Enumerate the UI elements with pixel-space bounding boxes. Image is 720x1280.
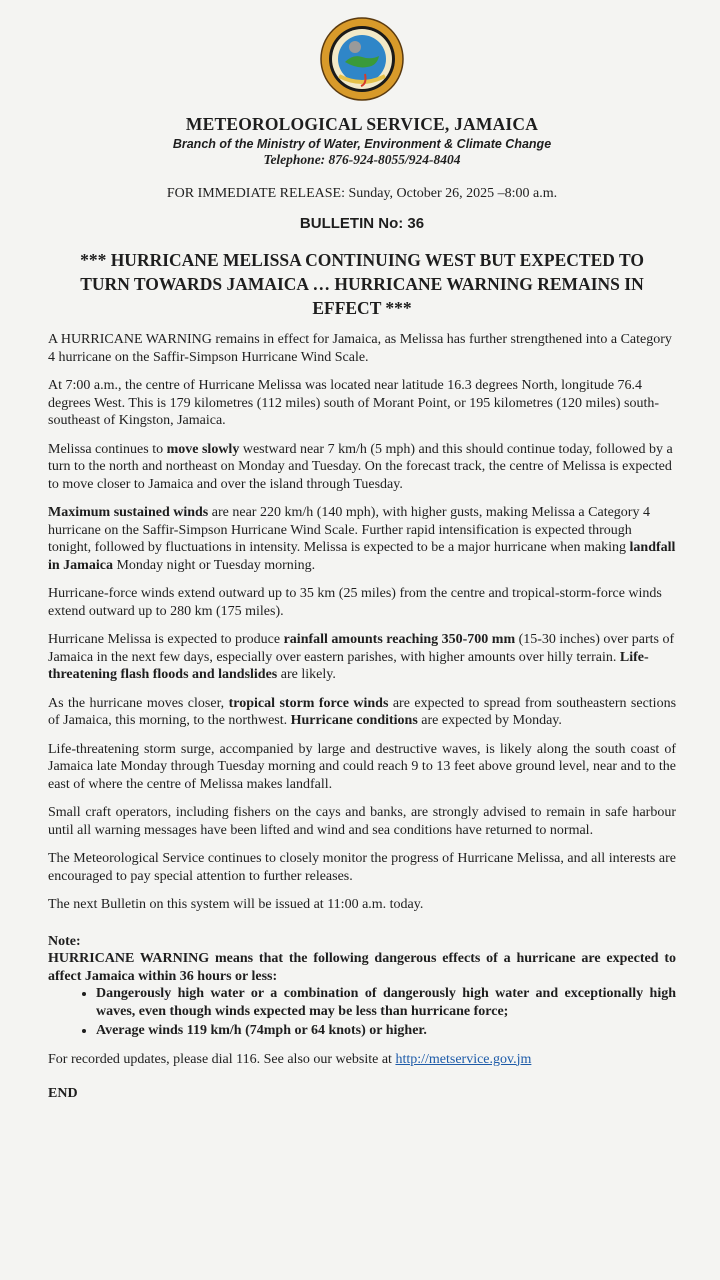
text: As the hurricane moves closer, [48, 695, 229, 711]
bold-text: landfall in Jamaica [48, 540, 676, 573]
headline: *** HURRICANE MELISSA CONTINUING WEST BUT EXPECTED TO TURN TOWARDS JAMAICA … HURRICANE WARNING REMAINS IN EFFECT *** [80, 250, 644, 318]
bold-text: move slowly [166, 441, 240, 457]
website-link[interactable]: http://metservice.gov.jm [395, 1051, 532, 1067]
meteorological-service-seal-icon [319, 16, 405, 102]
branch-line: Branch of the Ministry of Water, Environment & Climate Change [172, 137, 552, 151]
paragraph-location: At 7:00 a.m., the centre of Hurricane Melissa was located near latitude 16.3 degrees North, longitude 76.4 degrees West. This is 179 kilometres (112 miles) south of Morant Point, or 195 kilometres (120 miles) south-southeast of Kingston, Jamaica. [48, 378, 660, 428]
paragraph-warning: A HURRICANE WARNING remains in effect for Jamaica, as Melissa has further strengthened into a Category 4 hurricane on the Saffir-Simpson Hurricane Wind Scale. [48, 332, 672, 365]
text: Hurricane Melissa is expected to produce [48, 632, 284, 647]
paragraph-monitoring: The Meteorological Service continues to closely monitor the progress of Hurricane Melissa, and all interests are encouraged to pay special attention to further releases. [48, 851, 676, 884]
bold-text: Hurricane conditions [290, 713, 418, 728]
end-marker: END [48, 1086, 78, 1101]
text: (15-30 inches) over parts of Jamaica in the next few days, especially over eastern parishes, with higher amounts over hilly terrain. [48, 632, 675, 665]
note-list [48, 985, 676, 1040]
text: Monday night or Tuesday morning. [112, 557, 316, 573]
paragraph-next-bulletin: The next Bulletin on this system will be issued at 11:00 a.m. today. [48, 897, 424, 912]
text: Melissa continues to [48, 441, 167, 457]
paragraph-wind-extent: Hurricane-force winds extend outward up to 35 km (25 miles) from the centre and tropical-storm-force winds extend outward up to 280 km (175 miles). [48, 586, 662, 619]
bold-text: Maximum sustained winds [48, 505, 209, 520]
note-intro: HURRICANE WARNING means that the following dangerous effects of a hurricane are expected to affect Jamaica within 36 hours or less: [48, 951, 676, 984]
paragraph-conditions [48, 695, 676, 730]
paragraph-winds [48, 504, 676, 574]
text: are near 220 km/h (140 mph), with higher gusts, making Melissa a Category 4 hurricane on the Saffir-Simpson Hurricane Wind Scale. Further rapid intensification is expected through tonight, followed by fluctuations in intensity. Melissa is expected to be a major hurricane when making [48, 505, 650, 555]
note-title: Note: [48, 933, 81, 949]
telephone-line: Telephone: 876-924-8055/924-8404 [263, 152, 461, 167]
bold-text: tropical storm force winds [228, 695, 389, 711]
text: are expected to spread from southeastern sections of Jamaica, this morning, to the northwest. [48, 695, 677, 728]
logo [48, 0, 676, 110]
bold-text: rainfall amounts reaching 350-700 mm [283, 632, 516, 647]
header [48, 114, 676, 168]
bold-text: Life-threatening flash floods and landslides [48, 649, 649, 682]
text: are expected by Monday. [417, 713, 562, 728]
footer-text: For recorded updates, please dial 116. See also our website at [48, 1051, 396, 1067]
paragraph-storm-surge: Life-threatening storm surge, accompanied by large and destructive waves, is likely along the south coast of Jamaica late Monday through Tuesday morning and could reach 9 to 13 feet above ground level, near and to the east of where the centre of Melissa makes landfall. [48, 741, 676, 792]
paragraph-small-craft: Small craft operators, including fishers on the cays and banks, are strongly advised to remain in safe harbour until all warning messages have been lifted and wind and sea conditions have returned to normal. [48, 805, 676, 838]
note-item: • Average winds 119 km/h (74mph or 64 knots) or higher. [96, 1022, 676, 1040]
note-item: • Dangerously high water or a combination of dangerously high water and exceptionally high waves, even though winds expected may be less than hurricane force; [96, 985, 676, 1020]
text: are likely. [277, 667, 336, 682]
footer-updates [48, 1051, 676, 1069]
bulletin-number: BULLETIN No: 36 [299, 215, 425, 232]
release-line: FOR IMMEDIATE RELEASE: Sunday, October 26, 2025 –8:00 a.m. [166, 186, 558, 201]
org-name: METEOROLOGICAL SERVICE, JAMAICA [185, 114, 539, 134]
paragraph-movement [48, 441, 676, 494]
text: westward near 7 km/h (5 mph) and this should continue today, followed by a turn to the north and northeast on Monday and Tuesday. On the forecast track, the centre of Melissa is expected to move closer to Jamaica and over the island through Tuesday. [48, 441, 673, 492]
paragraph-rainfall [48, 631, 676, 684]
